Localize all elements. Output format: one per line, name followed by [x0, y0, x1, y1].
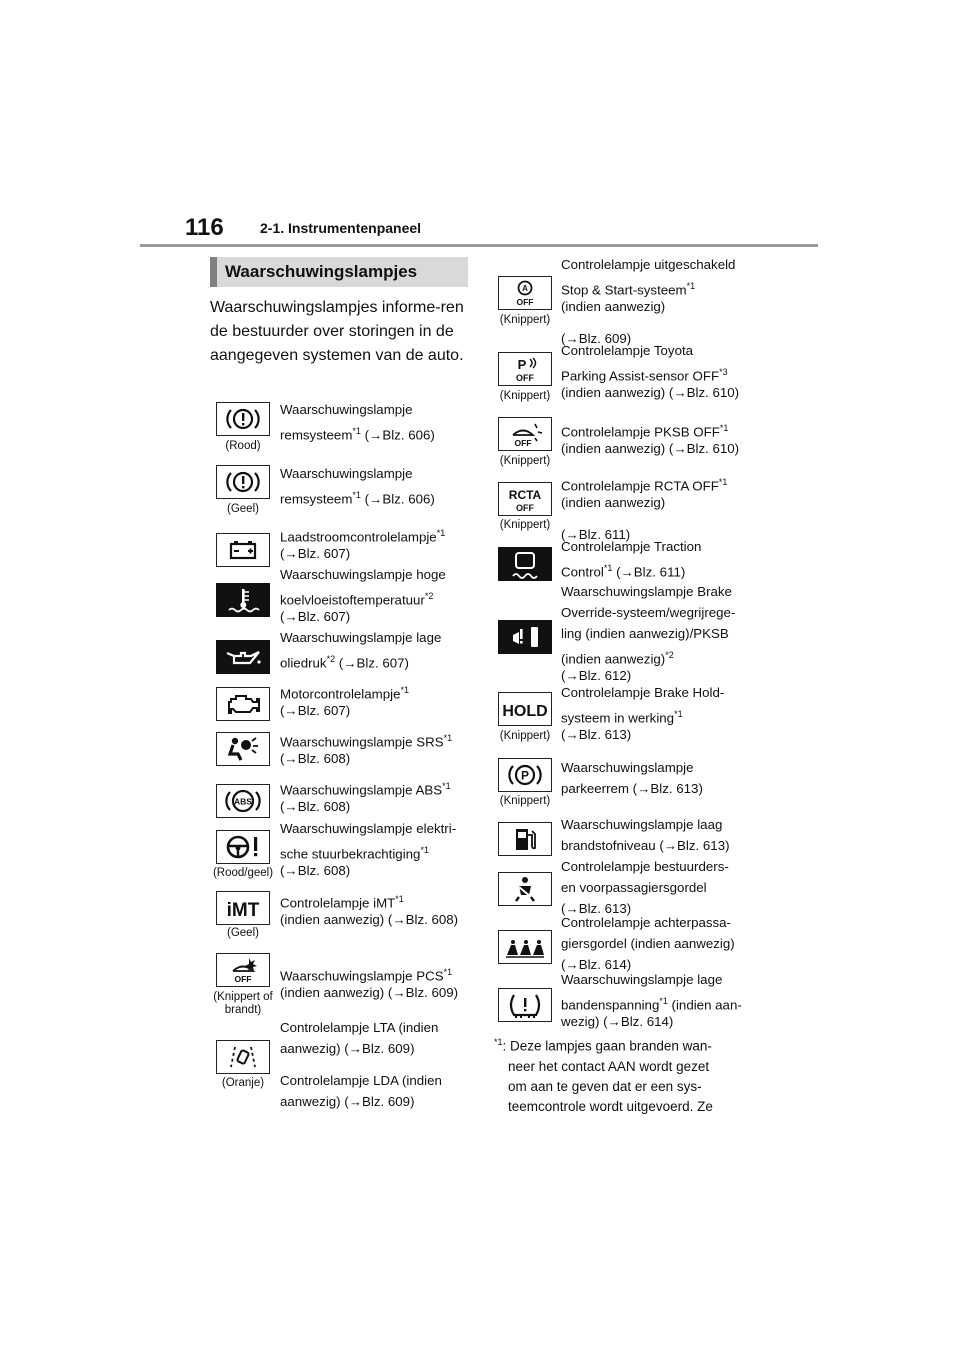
srs-airbag-icon [216, 732, 270, 766]
entry-text: systeem in werking [561, 710, 675, 726]
entry-text-line: Waarschuwingslampje laag [561, 817, 723, 832]
icon-caption: (Knippert) [499, 795, 551, 807]
seatbelt-icon [498, 872, 552, 906]
icon-caption: (Knippert) [499, 519, 551, 531]
footnote-ref: *1 [400, 685, 409, 695]
entry-text-line: aanwezig) (→Blz. 609) [280, 1093, 415, 1109]
section-heading: Waarschuwingslampjes [210, 257, 468, 287]
footnote-ref: *1 [443, 733, 453, 743]
footnote-text-4: teemcontrole wordt uitgevoerd. Ze [508, 1098, 713, 1114]
footnote [494, 1032, 764, 1117]
entry-text: Controlelampje PKSB OFF [561, 424, 720, 440]
entry-text-line: (→Blz. 614) [561, 957, 632, 972]
svg-text:RCTA: RCTA [508, 488, 542, 502]
icon-caption: (Rood) [225, 440, 261, 452]
entry-text-line: Override-systeem/wegrijrege- [561, 605, 736, 620]
entry-description [280, 485, 475, 509]
entry-description [280, 421, 475, 445]
entry-text-line: Controlelampje bestuurders- [561, 859, 729, 874]
entry-text-line: Waarschuwingslampje [280, 402, 413, 417]
footnote-ref: *2 [326, 654, 336, 664]
entry-text: Stop & Start-systeem [561, 282, 687, 298]
power-steering-icon [216, 830, 270, 864]
coolant-temperature-icon [216, 583, 270, 617]
entry-text-line: (→Blz. 607) [280, 546, 351, 561]
entry-text: oliedruk [280, 655, 327, 671]
brake-hold-icon [498, 692, 552, 726]
footnote-ref: *1 [436, 528, 446, 538]
imt-icon [216, 891, 270, 925]
entry-text-line: (→Blz. 607) [280, 703, 351, 718]
svg-text:P: P [520, 768, 530, 783]
icon-caption: (Rood/geel) [212, 867, 274, 879]
entry-text: remsysteem [280, 491, 353, 507]
icon-caption: (Knippert) [499, 455, 551, 467]
entry-text-line: Controlelampje achterpassa- [561, 915, 731, 930]
fuel-icon [498, 822, 552, 856]
svg-text:OFF: OFF [516, 297, 534, 307]
svg-text:OFF: OFF [514, 438, 532, 448]
rear-seatbelt-icon [498, 930, 552, 964]
entry-text-line: (→Blz. 609) [561, 330, 632, 346]
svg-text:OFF: OFF [516, 373, 534, 383]
svg-text:ABS: ABS [234, 796, 252, 807]
page-number: 116 [185, 214, 224, 241]
footnote-ref: *1 [659, 996, 668, 1006]
entry-text-line: (indien aanwezig) (→Blz. 608) [280, 912, 459, 927]
battery-icon [216, 533, 270, 567]
entry-text-line: Waarschuwingslampje lage [561, 972, 723, 987]
stop-start-off-icon [498, 276, 552, 310]
page-reference: (→Blz. 606) [360, 427, 435, 443]
entry-text-line: Controlelampje LTA (indien [280, 1020, 439, 1035]
entry-description [280, 649, 475, 673]
entry-text: remsysteem [280, 427, 353, 443]
footnote-ref: *1 [719, 423, 729, 433]
icon-caption: (Knippert) [499, 390, 551, 402]
icon-caption: (Oranje) [221, 1077, 265, 1089]
entry-text-line: (→Blz. 608) [280, 863, 351, 878]
footnote-ref: *1 [686, 281, 696, 291]
entry-text: Laadstroomcontrolelampje [280, 529, 437, 545]
entry-text-line: Controlelampje Brake Hold- [561, 685, 725, 700]
entry-text-line: Controlelampje Traction [561, 539, 702, 554]
footnote-ref: *1 [352, 426, 361, 436]
entry-text: (indien aanwezig) [561, 651, 666, 667]
oil-pressure-icon [216, 640, 270, 674]
svg-text:iMT: iMT [226, 900, 260, 921]
parking-assist-off-icon [498, 352, 552, 386]
traction-control-icon [498, 547, 552, 581]
svg-text:P: P [517, 357, 527, 372]
header-divider [140, 244, 818, 247]
entry-text-line: (→Blz. 612) [561, 668, 632, 683]
rcta-off-icon [498, 482, 552, 516]
footnote-ref: *2 [424, 591, 434, 601]
entry-text: en voorpassagiersgordel [561, 880, 707, 895]
chapter-title: 2-1. Instrumentenpaneel [260, 220, 422, 236]
brake-warning-icon [216, 465, 270, 499]
entry-text-line: Waarschuwingslampje hoge [280, 567, 446, 582]
entry-text: Controlelampje iMT [280, 895, 396, 911]
entry-text-line: (indien aanwezig) (→Blz. 610) [561, 441, 740, 456]
engine-icon [216, 687, 270, 721]
page-reference: (indien aan- [667, 997, 742, 1013]
entry-text-line: Controlelampje Toyota [561, 343, 694, 358]
footnote-ref: *1 [352, 490, 361, 500]
svg-text:OFF: OFF [234, 974, 252, 984]
entry-description [561, 558, 761, 582]
entry-text-line: Waarschuwingslampje [280, 466, 413, 481]
entry-text-line: (→Blz. 611) [561, 526, 631, 542]
entry-text-line: (→Blz. 608) [280, 799, 351, 814]
footnote-text-2: neer het contact AAN wordt gezet [508, 1058, 710, 1074]
icon-caption: (Knippert) [499, 730, 551, 742]
section-intro: Waarschuwingslampjes informe-ren de bestuurder over storingen in de aangegeven systemen van de auto. [210, 299, 464, 364]
icon-caption: (Geel) [227, 927, 259, 939]
footnote-text-1: : Deze lampjes gaan branden wan- [502, 1038, 712, 1054]
entry-text-line: (indien aanwezig) (→Blz. 609) [280, 985, 459, 1000]
footnote-ref: *1 [603, 563, 613, 573]
tire-pressure-icon [498, 988, 552, 1022]
footnote-ref: *1 [718, 477, 728, 487]
entry-text-line: (→Blz. 608) [280, 751, 351, 766]
footnote-ref: *3 [719, 367, 728, 377]
svg-text:OFF: OFF [516, 503, 534, 513]
entry-text: Waarschuwingslampje SRS [280, 734, 444, 750]
entry-text: aanwezig) (→Blz. 609) [280, 1041, 415, 1056]
entry-text-line: (→Blz. 613) [561, 727, 632, 742]
entry-text: bandenspanning [561, 997, 660, 1013]
entry-description [561, 878, 761, 898]
icon-caption: (Knippert of brandt) [213, 991, 273, 1016]
page-reference: (→Blz. 606) [360, 491, 435, 507]
entry-description [280, 1039, 475, 1059]
entry-text-line: wezig) (→Blz. 614) [561, 1014, 674, 1029]
entry-text: parkeerrem (→Blz. 613) [561, 781, 703, 796]
footnote-mark: *1 [494, 1037, 503, 1047]
entry-text-line: ling (indien aanwezig)/PKSB [561, 626, 729, 641]
abs-icon [216, 784, 270, 818]
entry-text-line: Waarschuwingslampje [561, 760, 694, 775]
footnote-ref: *1 [442, 781, 451, 791]
entry-description [561, 779, 761, 799]
entry-text: brandstofniveau (→Blz. 613) [561, 838, 730, 853]
page-reference: (→Blz. 607) [335, 655, 409, 671]
entry-text-line: Controlelampje LDA (indien [280, 1072, 442, 1088]
brake-override-icon [498, 620, 552, 654]
entry-text-line: Waarschuwingslampje elektri- [280, 821, 457, 836]
entry-text: Controlelampje RCTA OFF [561, 478, 719, 494]
footnote-ref: *2 [665, 650, 674, 660]
entry-text: Motorcontrolelampje [280, 686, 401, 702]
footnote-ref: *1 [420, 845, 429, 855]
entry-text: sche stuurbekrachtiging [280, 846, 421, 862]
footnote-text-3: om aan te geven dat er een sys- [508, 1078, 702, 1094]
entry-text-line: Controlelampje uitgeschakeld [561, 257, 736, 272]
entry-text-line: (indien aanwezig) (→Blz. 610) [561, 385, 740, 400]
entry-text: Waarschuwingslampje ABS [280, 782, 443, 798]
footnote-ref: *1 [674, 709, 683, 719]
svg-text:HOLD: HOLD [502, 703, 548, 720]
entry-text: giersgordel (indien aanwezig) [561, 936, 735, 951]
entry-text: Control [561, 564, 604, 580]
footnote-ref: *1 [443, 967, 453, 977]
pksb-off-icon [498, 417, 552, 451]
entry-text-line: (indien aanwezig) [561, 299, 666, 314]
entry-text: Parking Assist-sensor OFF [561, 368, 720, 384]
lane-assist-icon [216, 1040, 270, 1074]
icon-caption: (Knippert) [499, 314, 551, 326]
entry-text-line: Waarschuwingslampje lage [280, 630, 442, 645]
parking-brake-icon [498, 758, 552, 792]
icon-caption: (Geel) [227, 503, 259, 515]
svg-text:A: A [522, 284, 528, 293]
entry-text-line: (indien aanwezig) [561, 495, 666, 510]
pcs-off-icon [216, 953, 270, 987]
entry-description [561, 934, 761, 954]
entry-description [561, 836, 761, 856]
brake-warning-icon [216, 402, 270, 436]
entry-text: koelvloeistoftemperatuur [280, 592, 425, 608]
entry-text: Waarschuwingslampje PCS [280, 968, 444, 984]
entry-text-line: (→Blz. 607) [280, 609, 351, 624]
entry-text-line: Waarschuwingslampje Brake [561, 584, 732, 599]
page-reference: (→Blz. 611) [612, 564, 686, 580]
footnote-ref: *1 [395, 894, 404, 904]
entry-text-line: (→Blz. 613) [561, 901, 632, 916]
